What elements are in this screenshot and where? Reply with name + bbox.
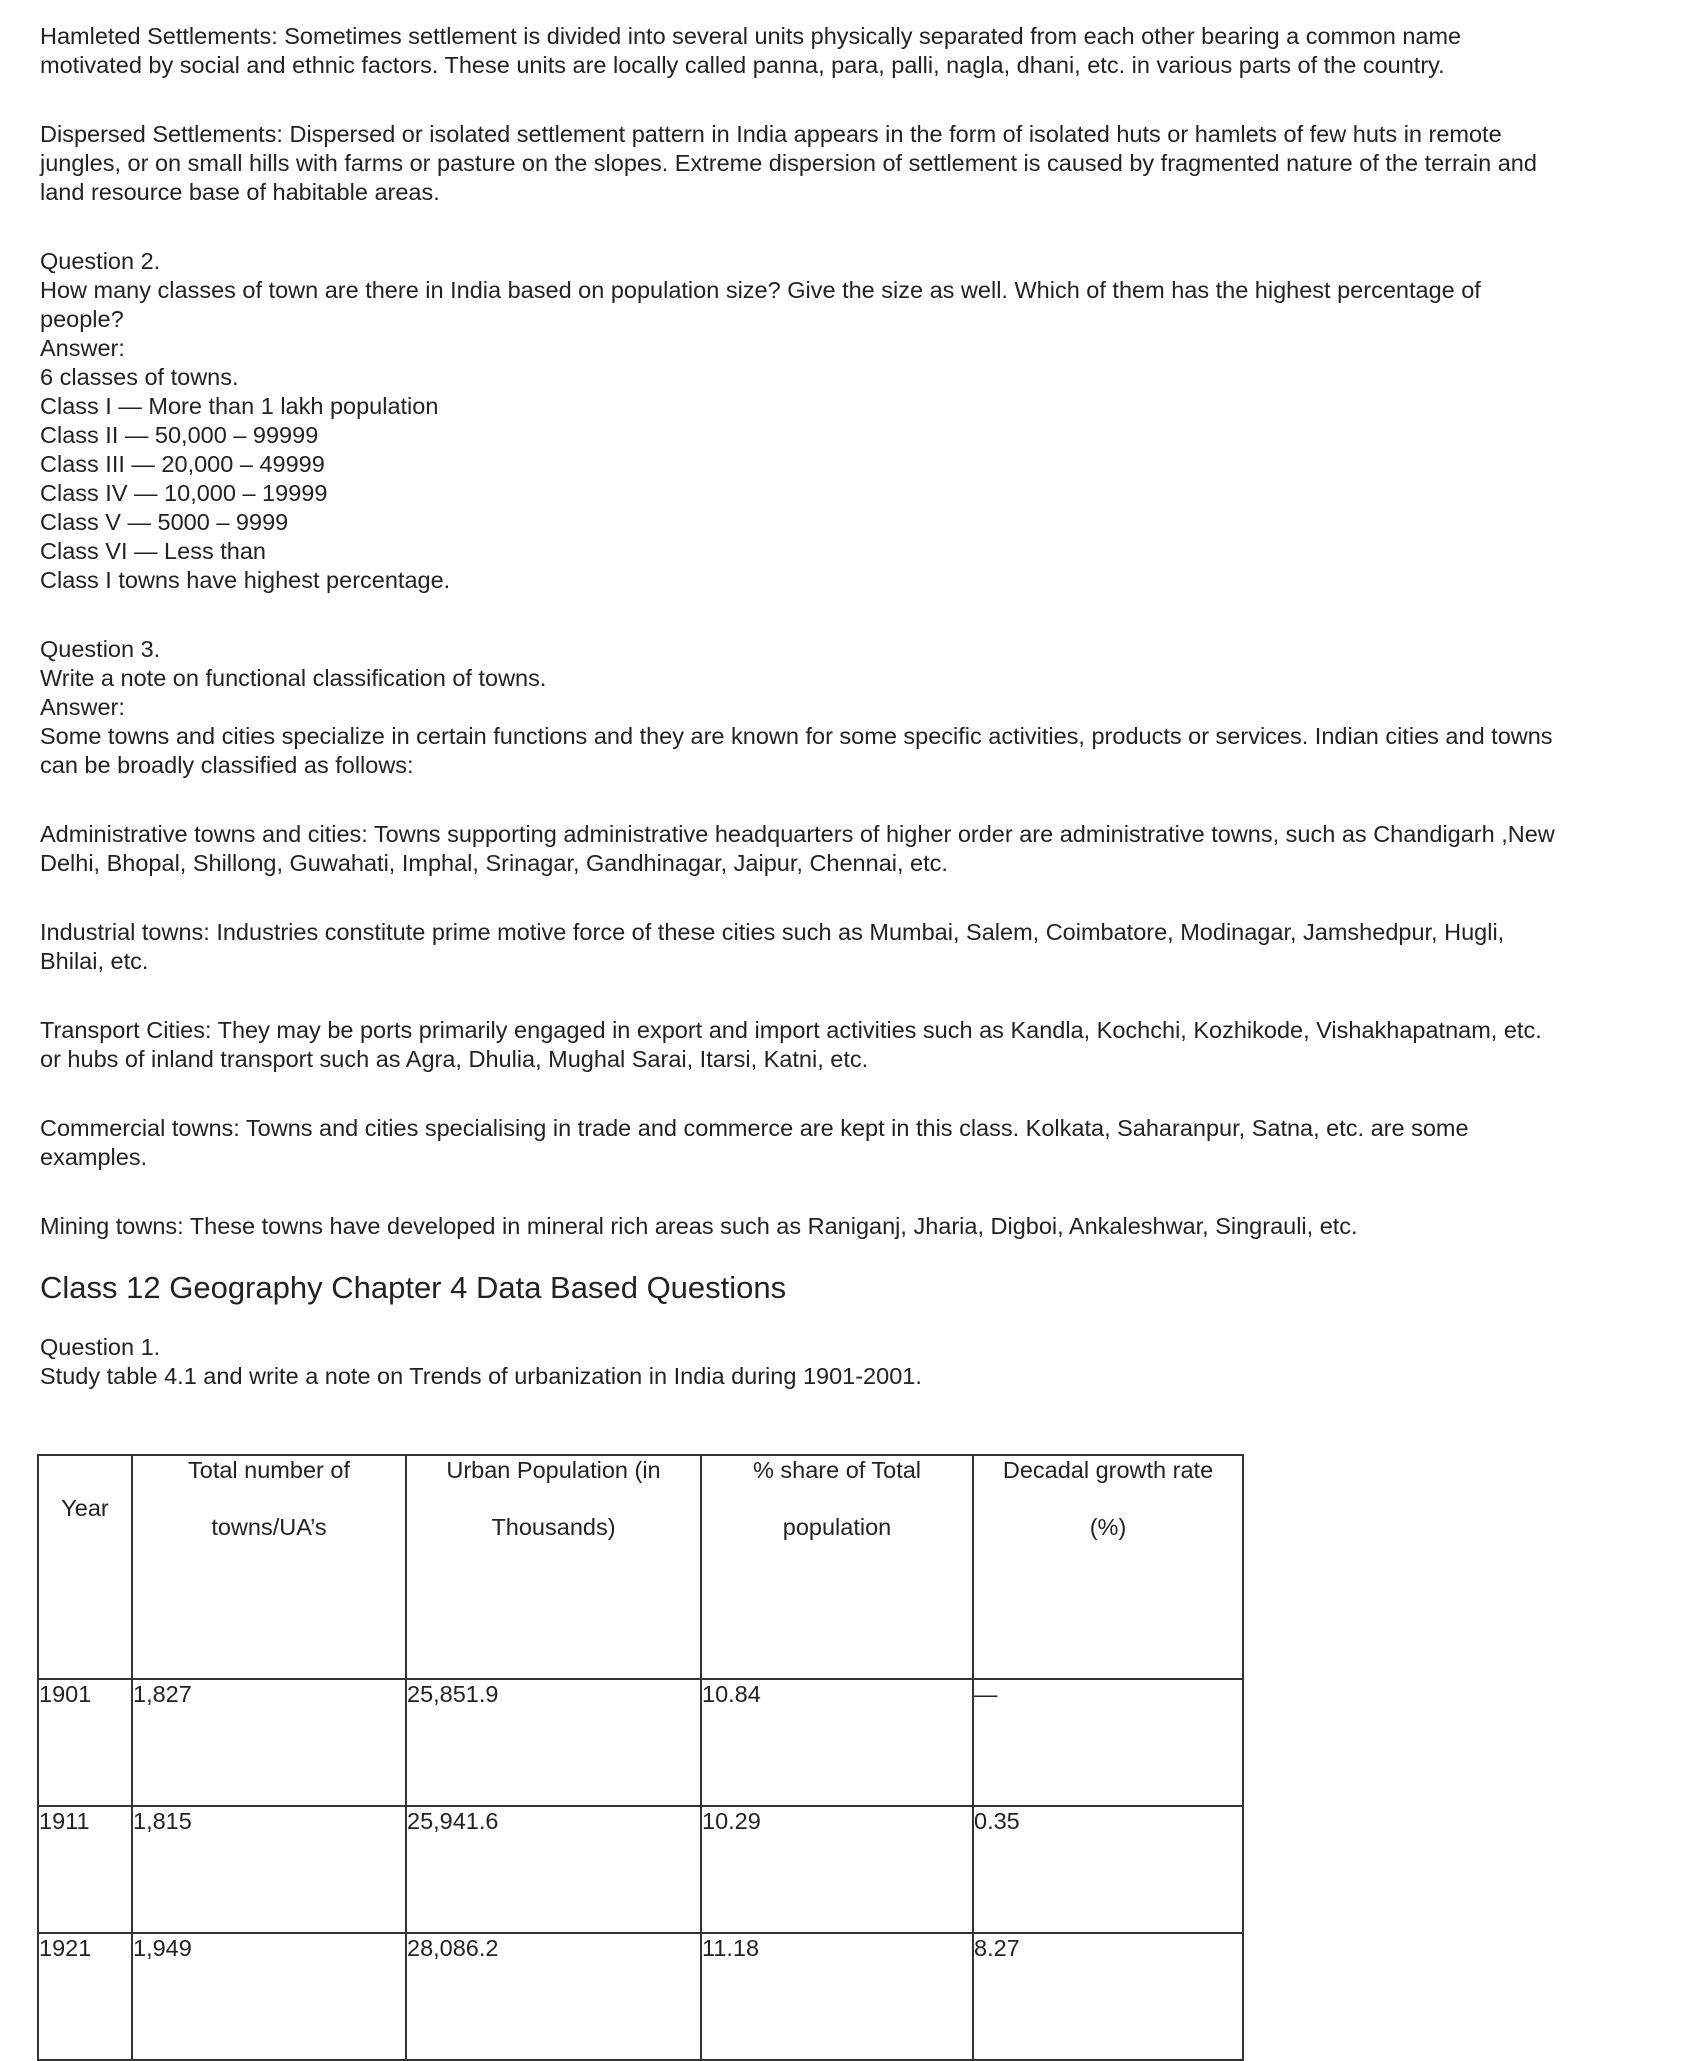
table-cell-year: 1901: [38, 1679, 132, 1806]
transport-cities-paragraph: Transport Cities: They may be ports primarily engaged in export and import activities such as Kandla, Kochchi, Kozhikode, Vishakhapatnam, etc. or hubs of inland transport such as Agra, Dhulia, Mughal Sarai, Itarsi, Katni, etc.: [40, 1017, 1542, 1072]
question-3-intro-line: Some towns and cities specialize in certain functions and they are known for some specific activities, products or services. Indian cities and towns: [40, 723, 1553, 749]
question-2-label: Question 2.: [40, 248, 161, 274]
table-header-towns: Total number of towns/UA’s: [132, 1455, 406, 1679]
table-cell-decadal-growth: 8.27: [973, 1933, 1243, 2060]
table-cell-year: 1921: [38, 1933, 132, 2060]
administrative-towns-paragraph: Administrative towns and cities: Towns supporting administrative headquarters of higher order are administrative towns, such as Chandigarh ,New Delhi, Bhopal, Shillong, Guwahati, Imphal, Srinagar, Gandhinagar, Jaipur, Chennai, etc.: [40, 821, 1555, 876]
table-header-percent-share: % share of Total population: [701, 1455, 973, 1679]
table-cell-urban-population: 28,086.2: [406, 1933, 701, 2060]
table-cell-decadal-growth: 0.35: [973, 1806, 1243, 1933]
section-heading: Class 12 Geography Chapter 4 Data Based Questions: [40, 1270, 787, 1305]
dispersed-settlements-paragraph: Dispersed Settlements: Dispersed or isolated settlement pattern in India appears in the form of isolated huts or hamlets of few huts in remote jungles, or on small hills with farms or pasture on the slopes. Extreme dispersion of settlement is caused by fragmented nature of the terrain and land resource base of habitable areas.: [40, 121, 1537, 205]
question-2-answer-label: Answer:: [40, 335, 125, 361]
table-cell-towns: 1,827: [132, 1679, 406, 1806]
answer-line: Class II — 50,000 – 99999: [40, 422, 319, 448]
table-cell-towns: 1,949: [132, 1933, 406, 2060]
table-cell-year: 1911: [38, 1806, 132, 1933]
urbanization-table: [37, 1454, 1244, 2061]
answer-line: 6 classes of towns.: [40, 364, 239, 390]
table-row: [38, 1679, 1243, 1806]
question-2-text-line: How many classes of town are there in India based on population size? Give the size as well. Which of them has the highest percentage of: [40, 277, 1481, 303]
table-header-row: [38, 1455, 1243, 1679]
industrial-towns-paragraph: Industrial towns: Industries constitute prime motive force of these cities such as Mumbai, Salem, Coimbatore, Modinagar, Jamshedpur, Hugli, Bhilai, etc.: [40, 919, 1505, 974]
question-3-label: Question 3.: [40, 636, 161, 662]
table-cell-urban-population: 25,941.6: [406, 1806, 701, 1933]
answer-line: Class I towns have highest percentage.: [40, 567, 451, 593]
commercial-towns-paragraph: Commercial towns: Towns and cities specialising in trade and commerce are kept in this class. Kolkata, Saharanpur, Satna, etc. are some examples.: [40, 1115, 1469, 1170]
table-cell-decadal-growth: —: [973, 1679, 1243, 1806]
table-cell-percent-share: 10.84: [701, 1679, 973, 1806]
question-3-block: [40, 635, 1680, 780]
table-header-year: Year: [38, 1455, 132, 1679]
answer-line: Class V — 5000 – 9999: [40, 509, 289, 535]
question-2-text-line: people?: [40, 306, 124, 332]
table-cell-urban-population: 25,851.9: [406, 1679, 701, 1806]
answer-line: Class VI — Less than: [40, 538, 266, 564]
table-header-urban-population: Urban Population (in Thousands): [406, 1455, 701, 1679]
data-question-1-label: Question 1.: [40, 1334, 161, 1360]
question-3-answer-label: Answer:: [40, 694, 125, 720]
data-question-1-text: Study table 4.1 and write a note on Trends of urbanization in India during 1901-2001.: [40, 1363, 922, 1389]
question-2-block: [40, 247, 1680, 595]
mining-towns-paragraph: Mining towns: These towns have developed in mineral rich areas such as Raniganj, Jharia, Digboi, Ankaleshwar, Singrauli, etc.: [40, 1213, 1358, 1239]
table-header-decadal-growth: Decadal growth rate (%): [973, 1455, 1243, 1679]
table-row: [38, 1806, 1243, 1933]
table-cell-percent-share: 10.29: [701, 1806, 973, 1933]
question-3-intro-line: can be broadly classified as follows:: [40, 752, 414, 778]
table-cell-towns: 1,815: [132, 1806, 406, 1933]
table-row: [38, 1933, 1243, 2060]
answer-line: Class III — 20,000 – 49999: [40, 451, 325, 477]
answer-line: Class IV — 10,000 – 19999: [40, 480, 328, 506]
question-3-text: Write a note on functional classification of towns.: [40, 665, 547, 691]
data-question-1-block: [40, 1333, 1680, 1391]
hamleted-settlements-paragraph: Hamleted Settlements: Sometimes settlement is divided into several units physically separated from each other bearing a common name motivated by social and ethnic factors. These units are locally called panna, para, palli, nagla, dhani, etc. in various parts of the country.: [40, 23, 1462, 78]
document-page: [40, 22, 1680, 1391]
table-cell-percent-share: 11.18: [701, 1933, 973, 2060]
answer-line: Class I — More than 1 lakh population: [40, 393, 439, 419]
